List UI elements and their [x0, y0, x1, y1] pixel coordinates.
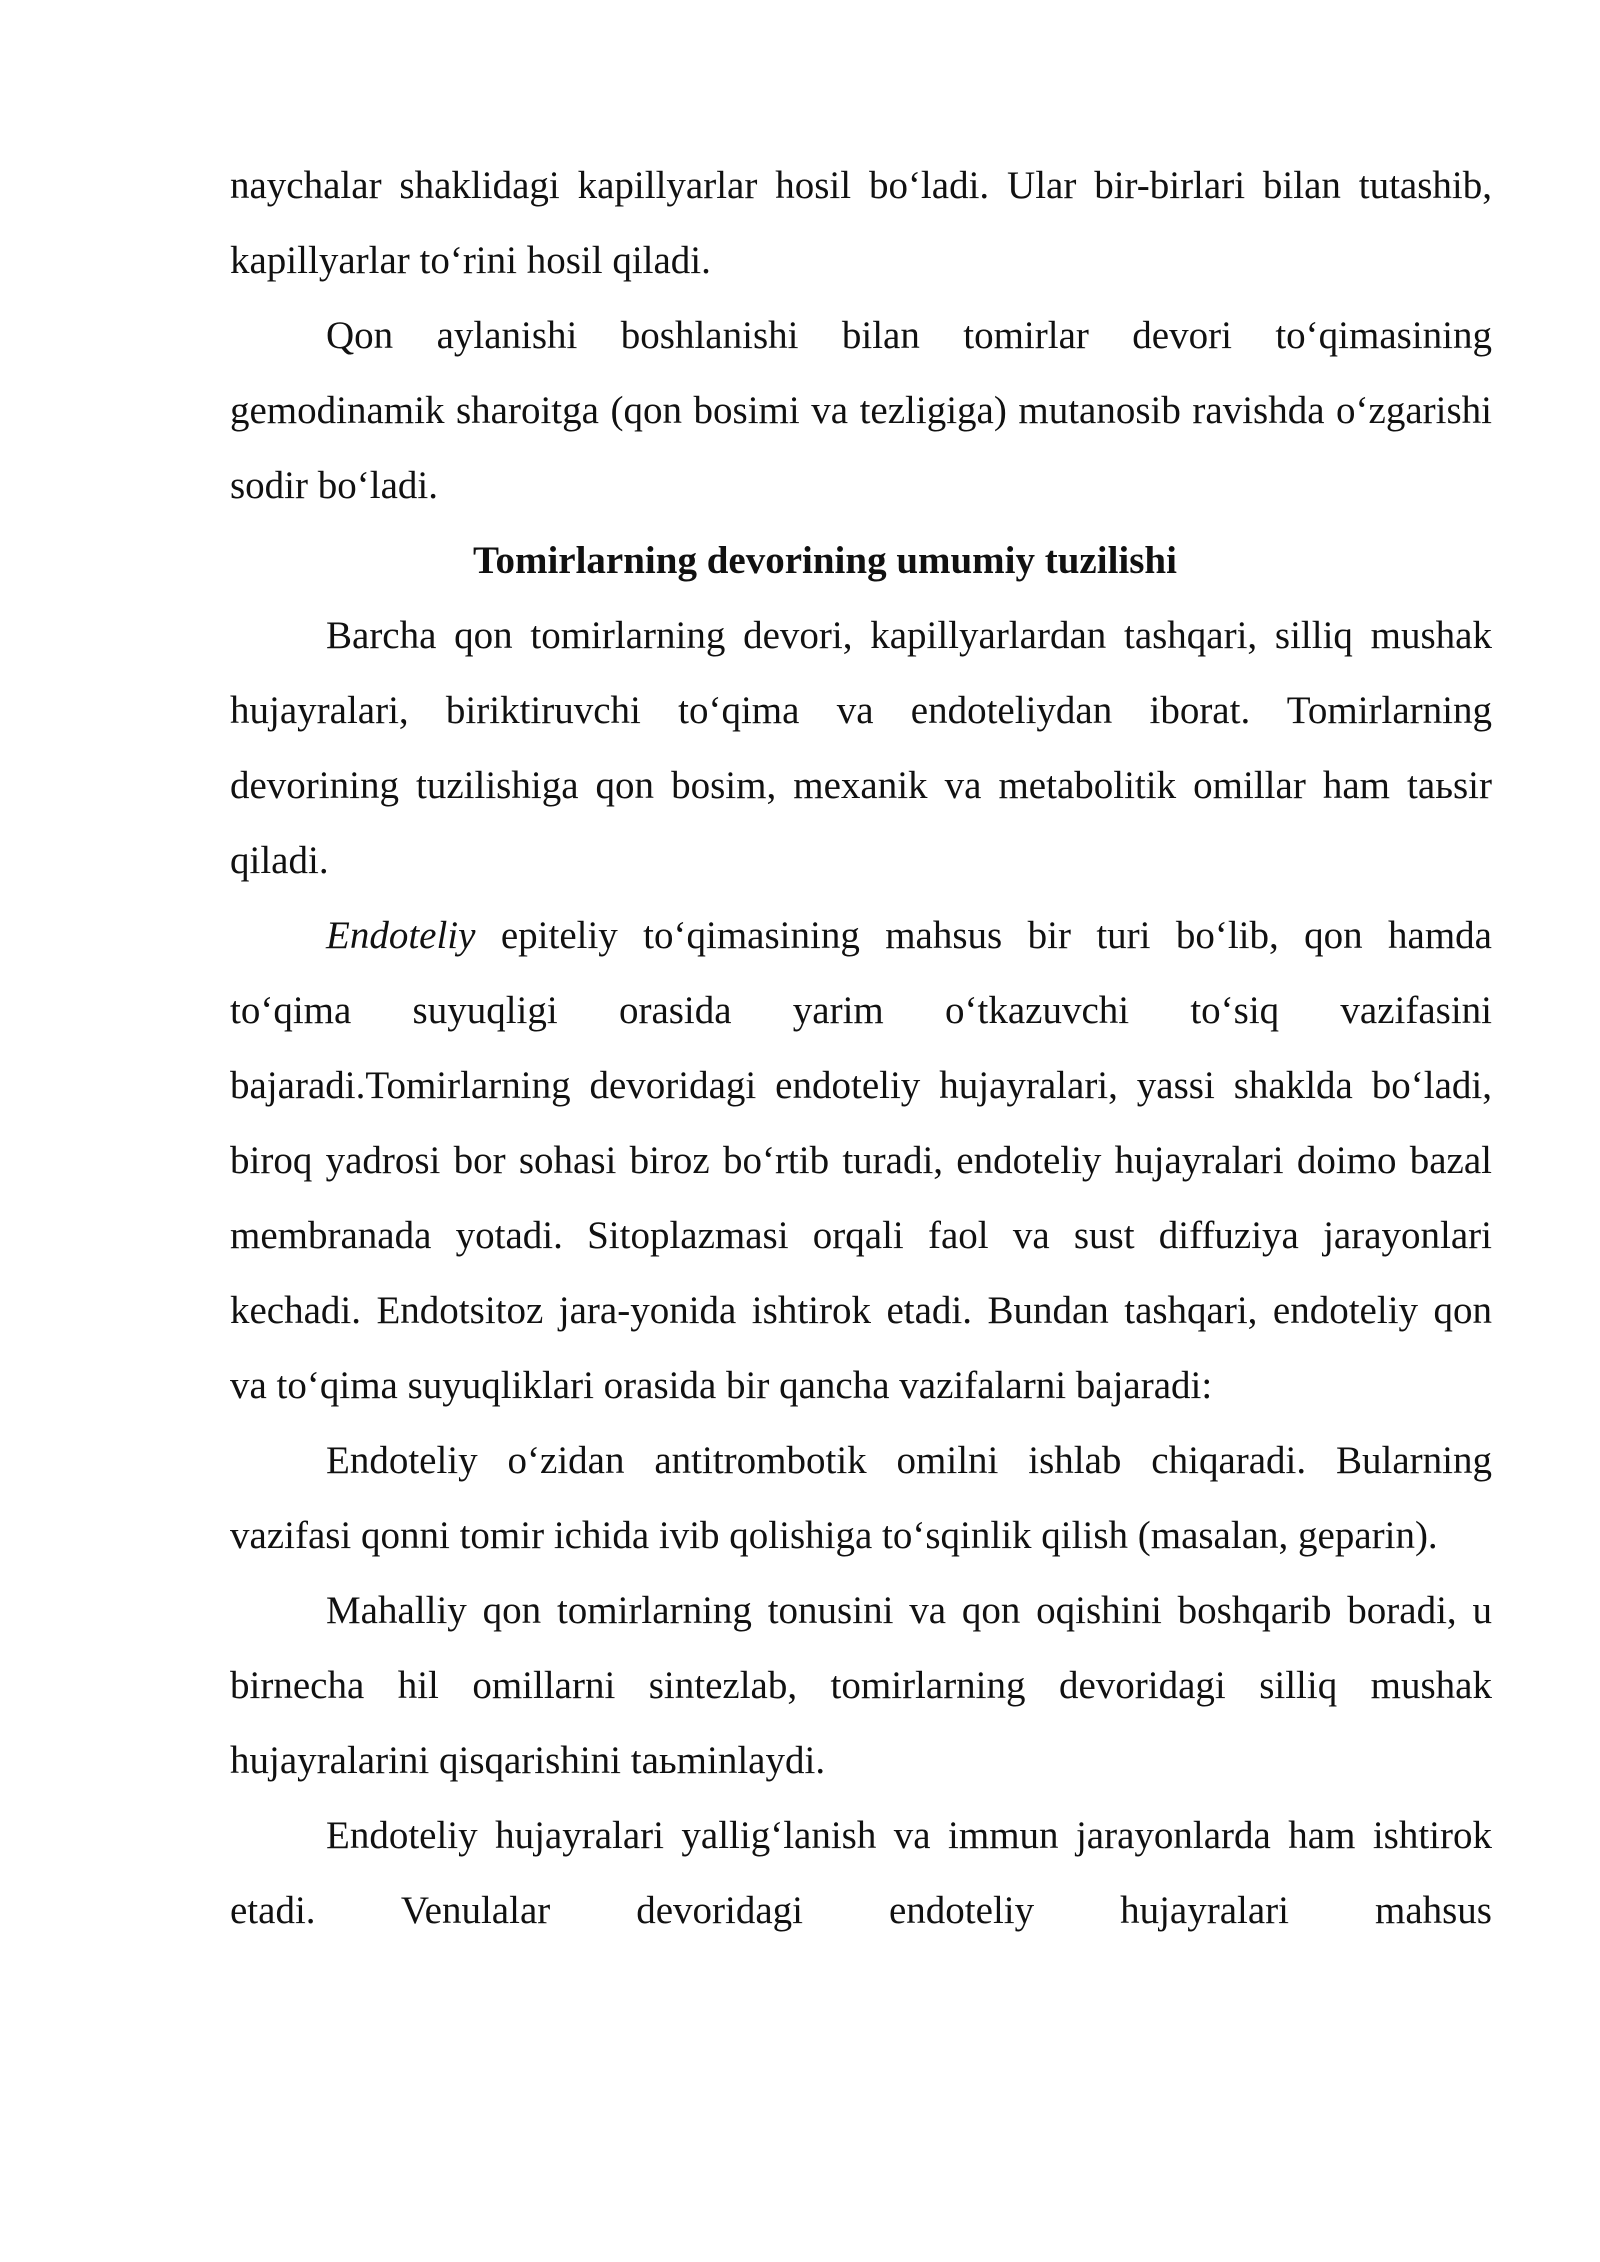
- paragraph-endothelium: [230, 898, 1492, 1423]
- paragraph-hemodynamics: Qon aylanishi boshlanishi bilan tomirlar devori to‘qimasining gemodinamik sharoitga (qon bosimi va tezligiga) mutanosib ravishda o‘zgarishi sodir bo‘ladi.: [230, 314, 1492, 507]
- paragraph-immune: Endoteliy hujayralari yallig‘lanish va immun jarayonlarda ham ishtirok etadi. Venulalar devoridagi endoteliy hujayralari mahsus: [230, 1814, 1492, 1932]
- paragraph-capillaries: naychalar shaklidagi kapillyarlar hosil bo‘ladi. Ular bir-birlari bilan tutashib, kapillyarlar to‘rini hosil qiladi.: [230, 164, 1492, 282]
- paragraph-vessel-wall: Barcha qon tomirlarning devori, kapillyarlardan tashqari, silliq mushak hujayralari, biriktiruvchi to‘qima va endoteliydan iborat. Tomirlarning devorining tuzilishiga qon bosim, mexanik va metabolitik omillar ham taьsir qiladi.: [230, 614, 1492, 882]
- section-heading: Tomirlarning devorining umumiy tuzilishi: [473, 539, 1177, 582]
- paragraph-antithrombotic: Endoteliy o‘zidan antitrombotik omilni ishlab chiqaradi. Bularning vazifasi qonni tomir ichida ivib qolishiga to‘sqinlik qilish (masalan, geparin).: [230, 1439, 1492, 1557]
- paragraph-vascular-tone: Mahalliy qon tomirlarning tonusini va qon oqishini boshqarib boradi, u birnecha hil omillarni sintezlab, tomirlarning devoridagi silliq mushak hujayralarini qisqarishini taьminlaydi.: [230, 1589, 1492, 1782]
- document-page: [230, 148, 1492, 1948]
- endothelium-term: Endoteliy: [326, 914, 476, 957]
- endothelium-description: epiteliy to‘qimasining mahsus bir turi bo‘lib, qon hamda to‘qima suyuqligi orasida yarim o‘tkazuvchi to‘siq vazifasini bajaradi.Tomirlarning devoridagi endoteliy hujayralari, yassi shaklda bo‘ladi, biroq yadrosi bor sohasi biroz bo‘rtib turadi, endoteliy hujayralari doimo bazal membranada yotadi. Sitoplazmasi orqali faol va sust diffuziya jarayonlari kechadi. Endotsitoz jara-yonida ishtirok etadi. Bundan tashqari, endoteliy qon va to‘qima suyuqliklari orasida bir qancha vazifalarni bajaradi:: [230, 914, 1492, 1407]
